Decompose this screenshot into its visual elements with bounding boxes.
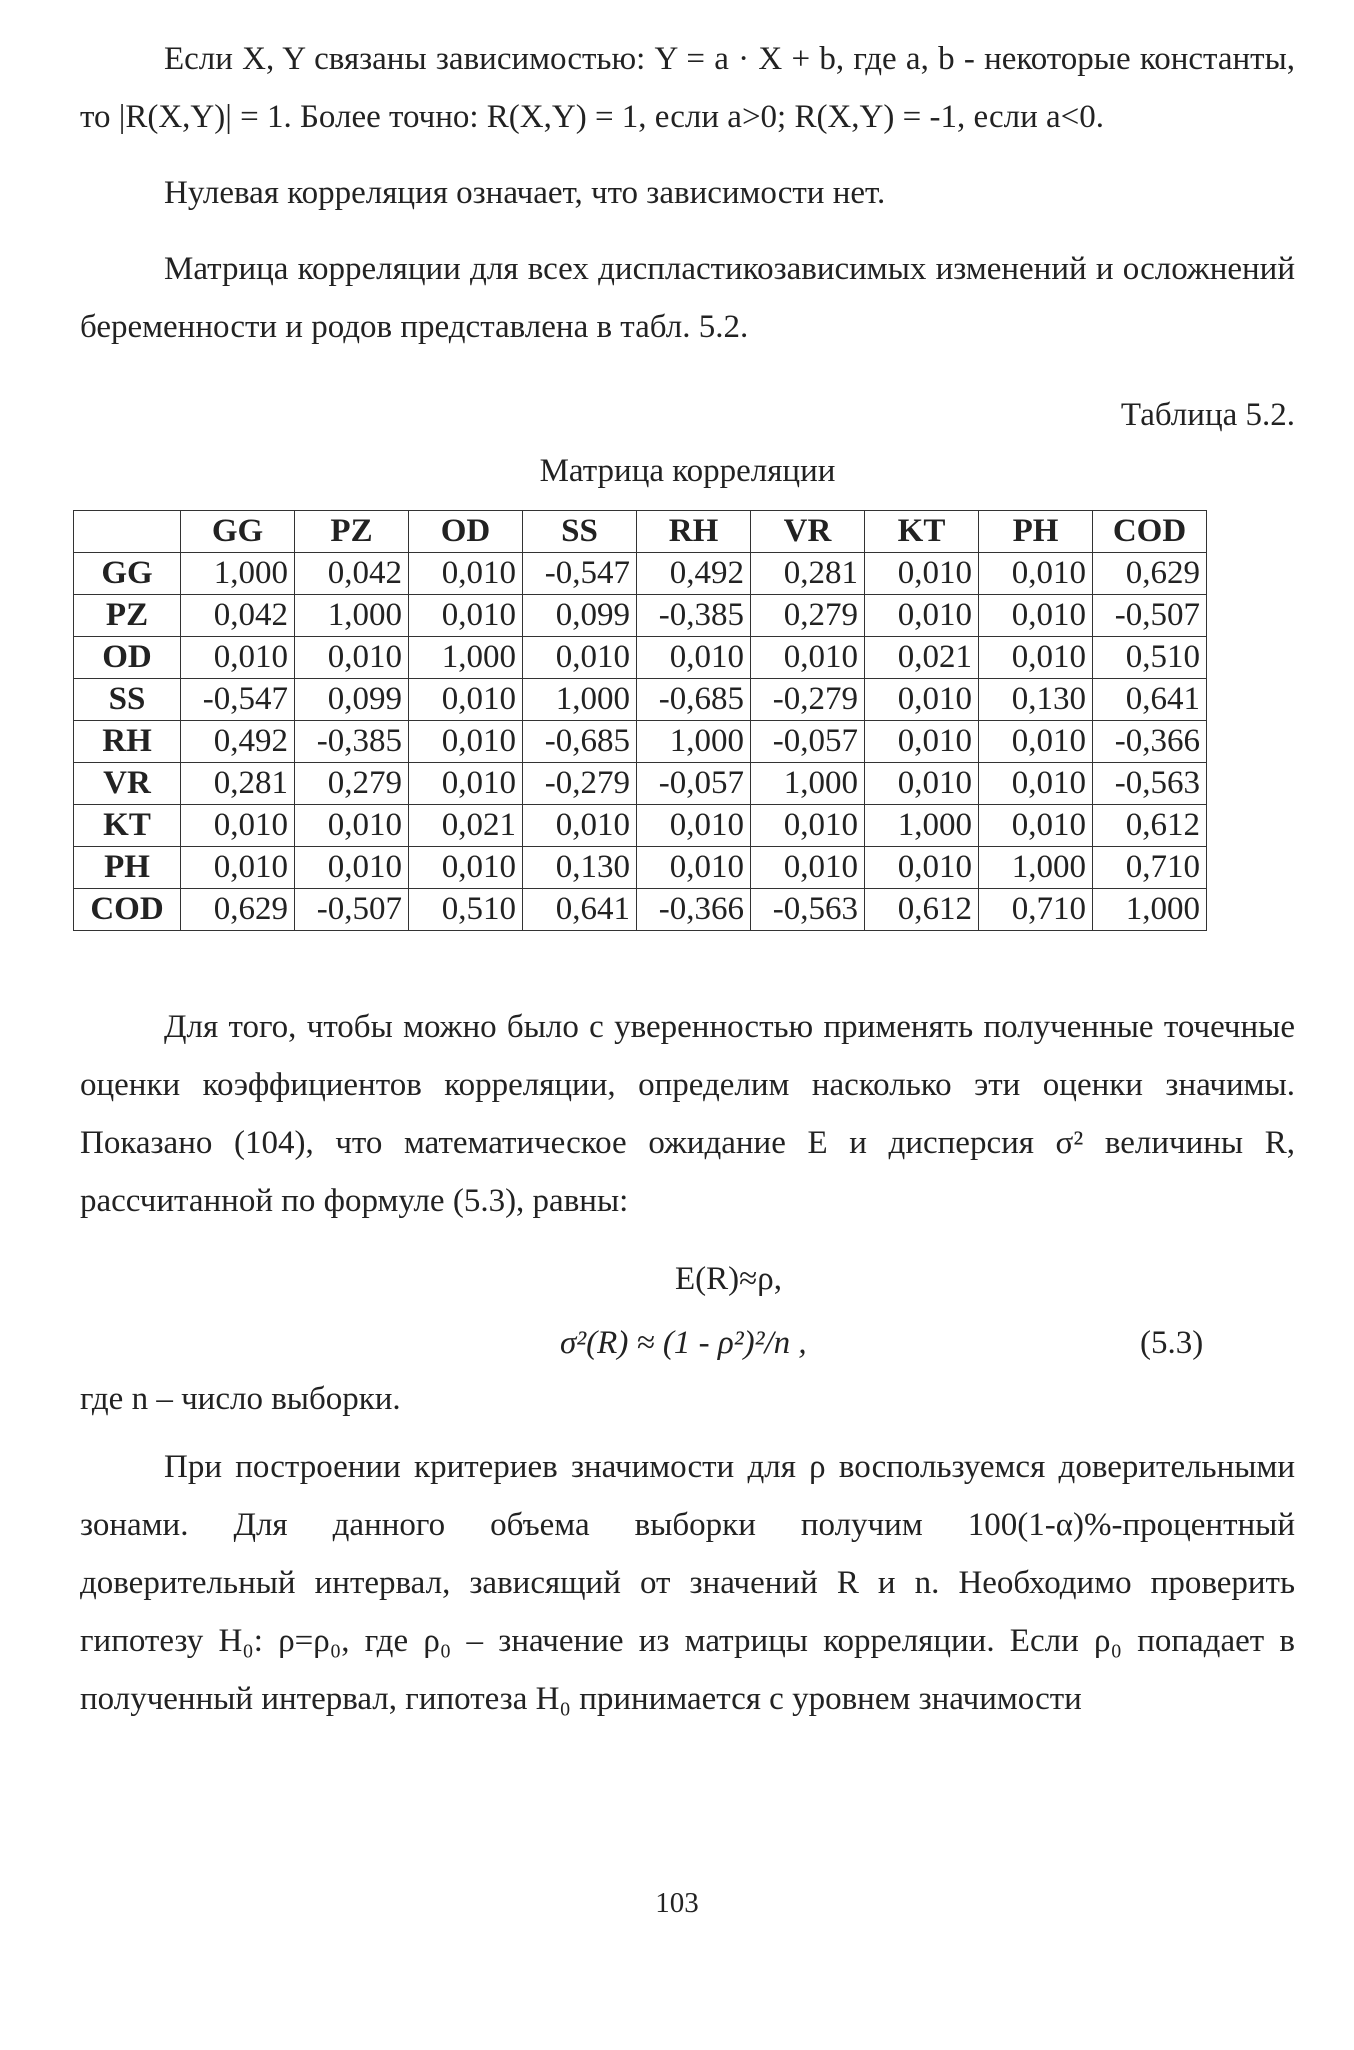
table-cell: 0,010 <box>523 637 637 679</box>
table-cell: -0,685 <box>637 679 751 721</box>
table-cell: 0,010 <box>409 847 523 889</box>
table-cell: 0,010 <box>295 805 409 847</box>
table-cell: 0,010 <box>865 763 979 805</box>
table-cell: 0,099 <box>523 595 637 637</box>
table-cell: -0,547 <box>181 679 295 721</box>
table-cell: 0,510 <box>409 889 523 931</box>
table-cell: 0,281 <box>751 553 865 595</box>
table-cell: 1,000 <box>865 805 979 847</box>
table-cell: 0,510 <box>1093 637 1207 679</box>
table-cell: 0,010 <box>409 763 523 805</box>
table-row <box>74 847 1207 889</box>
column-header: GG <box>181 511 295 553</box>
table-cell: 1,000 <box>181 553 295 595</box>
table-cell: 0,010 <box>295 637 409 679</box>
table-cell: 0,010 <box>865 595 979 637</box>
row-header: GG <box>74 553 181 595</box>
table-cell: 0,130 <box>979 679 1093 721</box>
table-cell: 1,000 <box>1093 889 1207 931</box>
table-cell: -0,385 <box>295 721 409 763</box>
table-cell: 0,641 <box>1093 679 1207 721</box>
table-cell: 0,099 <box>295 679 409 721</box>
row-header: PH <box>74 847 181 889</box>
table-cell: 0,010 <box>979 595 1093 637</box>
paragraph-zero-correlation: Нулевая корреляция означает, что зависимости нет. <box>164 175 886 211</box>
table-cell: 0,010 <box>979 721 1093 763</box>
table-caption: Матрица корреляции <box>539 453 836 489</box>
table-row <box>74 805 1207 847</box>
table-cell: 0,010 <box>181 847 295 889</box>
table-cell: 1,000 <box>751 763 865 805</box>
table-cell: -0,507 <box>295 889 409 931</box>
table-cell: -0,507 <box>1093 595 1207 637</box>
table-cell: -0,366 <box>1093 721 1207 763</box>
table-cell: 0,010 <box>409 721 523 763</box>
table-cell: 0,629 <box>181 889 295 931</box>
table-cell: 0,042 <box>181 595 295 637</box>
table-cell: 0,010 <box>637 847 751 889</box>
column-header: VR <box>751 511 865 553</box>
table-cell: 0,010 <box>751 847 865 889</box>
table-cell: -0,385 <box>637 595 751 637</box>
table-cell: 0,492 <box>637 553 751 595</box>
table-cell: -0,366 <box>637 889 751 931</box>
table-cell: 0,010 <box>409 553 523 595</box>
table-cell: 0,021 <box>865 637 979 679</box>
column-header: KT <box>865 511 979 553</box>
body-section-2 <box>80 1370 1295 1728</box>
row-header: RH <box>74 721 181 763</box>
table-cell: 0,010 <box>979 637 1093 679</box>
table-body <box>74 553 1207 931</box>
table-corner-cell <box>74 511 181 553</box>
table-cell: 0,010 <box>865 847 979 889</box>
table-cell: 0,010 <box>181 805 295 847</box>
table-cell: -0,563 <box>1093 763 1207 805</box>
table-cell: 0,010 <box>295 847 409 889</box>
row-header: PZ <box>74 595 181 637</box>
table-cell: -0,563 <box>751 889 865 931</box>
paragraph-significance: Для того, чтобы можно было с уверенностью применять полученные точечные оценки коэффициентов корреляции, определим насколько эти оценки значимы. Показано (104), что математическое ожидание E и дисперсия σ² величины R, рассчитанной по формуле (5.3), равны: <box>80 1009 1295 1219</box>
table-cell: 0,010 <box>523 805 637 847</box>
row-header: SS <box>74 679 181 721</box>
page-number: 103 <box>655 1887 699 1919</box>
body-section <box>80 998 1295 1230</box>
table-cell: 0,010 <box>637 805 751 847</box>
paragraph-confidence-zones: При построении критериев значимости для ρ воспользуемся доверительными зонами. Для данного объема выборки получим 100(1-α)%-процентный доверительный интервал, зависящий от значений R и n. Необходимо проверить гипотезу H₀: ρ=ρ₀, где ρ₀ – значение из матрицы корреляции. Если ρ₀ попадает в полученный интервал, гипотеза H₀ принимается с уровнем значимости <box>80 1449 1295 1717</box>
table-header-row <box>74 511 1207 553</box>
table-cell: 0,010 <box>979 553 1093 595</box>
row-header: COD <box>74 889 181 931</box>
table-cell: -0,547 <box>523 553 637 595</box>
table-cell: -0,279 <box>523 763 637 805</box>
column-header: RH <box>637 511 751 553</box>
table-label: Таблица 5.2. <box>1120 397 1295 433</box>
table-cell: 0,279 <box>751 595 865 637</box>
table-cell: 1,000 <box>409 637 523 679</box>
table-cell: 0,710 <box>1093 847 1207 889</box>
table-cell: 0,021 <box>409 805 523 847</box>
table-cell: -0,057 <box>751 721 865 763</box>
paragraph-sample-size: где n – число выборки. <box>80 1381 401 1417</box>
table-row <box>74 637 1207 679</box>
table-cell: 0,281 <box>181 763 295 805</box>
table-row <box>74 553 1207 595</box>
correlation-matrix-table <box>73 510 1207 931</box>
column-header: PZ <box>295 511 409 553</box>
row-header: KT <box>74 805 181 847</box>
table-cell: 0,010 <box>637 637 751 679</box>
table-row <box>74 679 1207 721</box>
table-cell: 0,010 <box>979 805 1093 847</box>
table-cell: 0,492 <box>181 721 295 763</box>
table-cell: 0,279 <box>295 763 409 805</box>
table-cell: 0,130 <box>523 847 637 889</box>
formula-variance: σ²(R) ≈ (1 - ρ²)²/n , <box>560 1325 807 1361</box>
table-cell: 0,629 <box>1093 553 1207 595</box>
table-cell: 0,010 <box>865 679 979 721</box>
intro-section <box>80 30 1295 356</box>
table-cell: 0,010 <box>751 805 865 847</box>
table-cell: 0,641 <box>523 889 637 931</box>
table-cell: 1,000 <box>523 679 637 721</box>
table-cell: 0,010 <box>979 763 1093 805</box>
column-header: SS <box>523 511 637 553</box>
table-cell: 0,010 <box>865 721 979 763</box>
paragraph-linear-dependence: Если X, Y связаны зависимостью: Y = a · X + b, где a, b - некоторые константы, то |R(X,Y)| = 1. Более точно: R(X,Y) = 1, если a>0; R(X,Y) = -1, если a<0. <box>80 41 1295 135</box>
table-cell: 0,010 <box>181 637 295 679</box>
table-cell: 1,000 <box>637 721 751 763</box>
table-cell: -0,057 <box>637 763 751 805</box>
table-row <box>74 721 1207 763</box>
column-header: PH <box>979 511 1093 553</box>
table-cell: -0,279 <box>751 679 865 721</box>
table-cell: 0,042 <box>295 553 409 595</box>
table-cell: 0,710 <box>979 889 1093 931</box>
table-cell: 0,010 <box>751 637 865 679</box>
paragraph-matrix-intro: Матрица корреляции для всех диспластикозависимых изменений и осложнений беременности и родов представлена в табл. 5.2. <box>80 251 1295 345</box>
table-cell: 0,612 <box>865 889 979 931</box>
table-row <box>74 763 1207 805</box>
table-cell: 0,010 <box>409 679 523 721</box>
table-cell: 0,612 <box>1093 805 1207 847</box>
table-cell: 0,010 <box>865 553 979 595</box>
column-header: COD <box>1093 511 1207 553</box>
table-cell: 1,000 <box>295 595 409 637</box>
table-cell: 0,010 <box>409 595 523 637</box>
table-row <box>74 595 1207 637</box>
table-row <box>74 889 1207 931</box>
column-header: OD <box>409 511 523 553</box>
table-cell: -0,685 <box>523 721 637 763</box>
formula-expectation: E(R)≈ρ, <box>675 1261 782 1297</box>
formula-number: (5.3) <box>1140 1325 1204 1361</box>
row-header: OD <box>74 637 181 679</box>
table-cell: 1,000 <box>979 847 1093 889</box>
row-header: VR <box>74 763 181 805</box>
